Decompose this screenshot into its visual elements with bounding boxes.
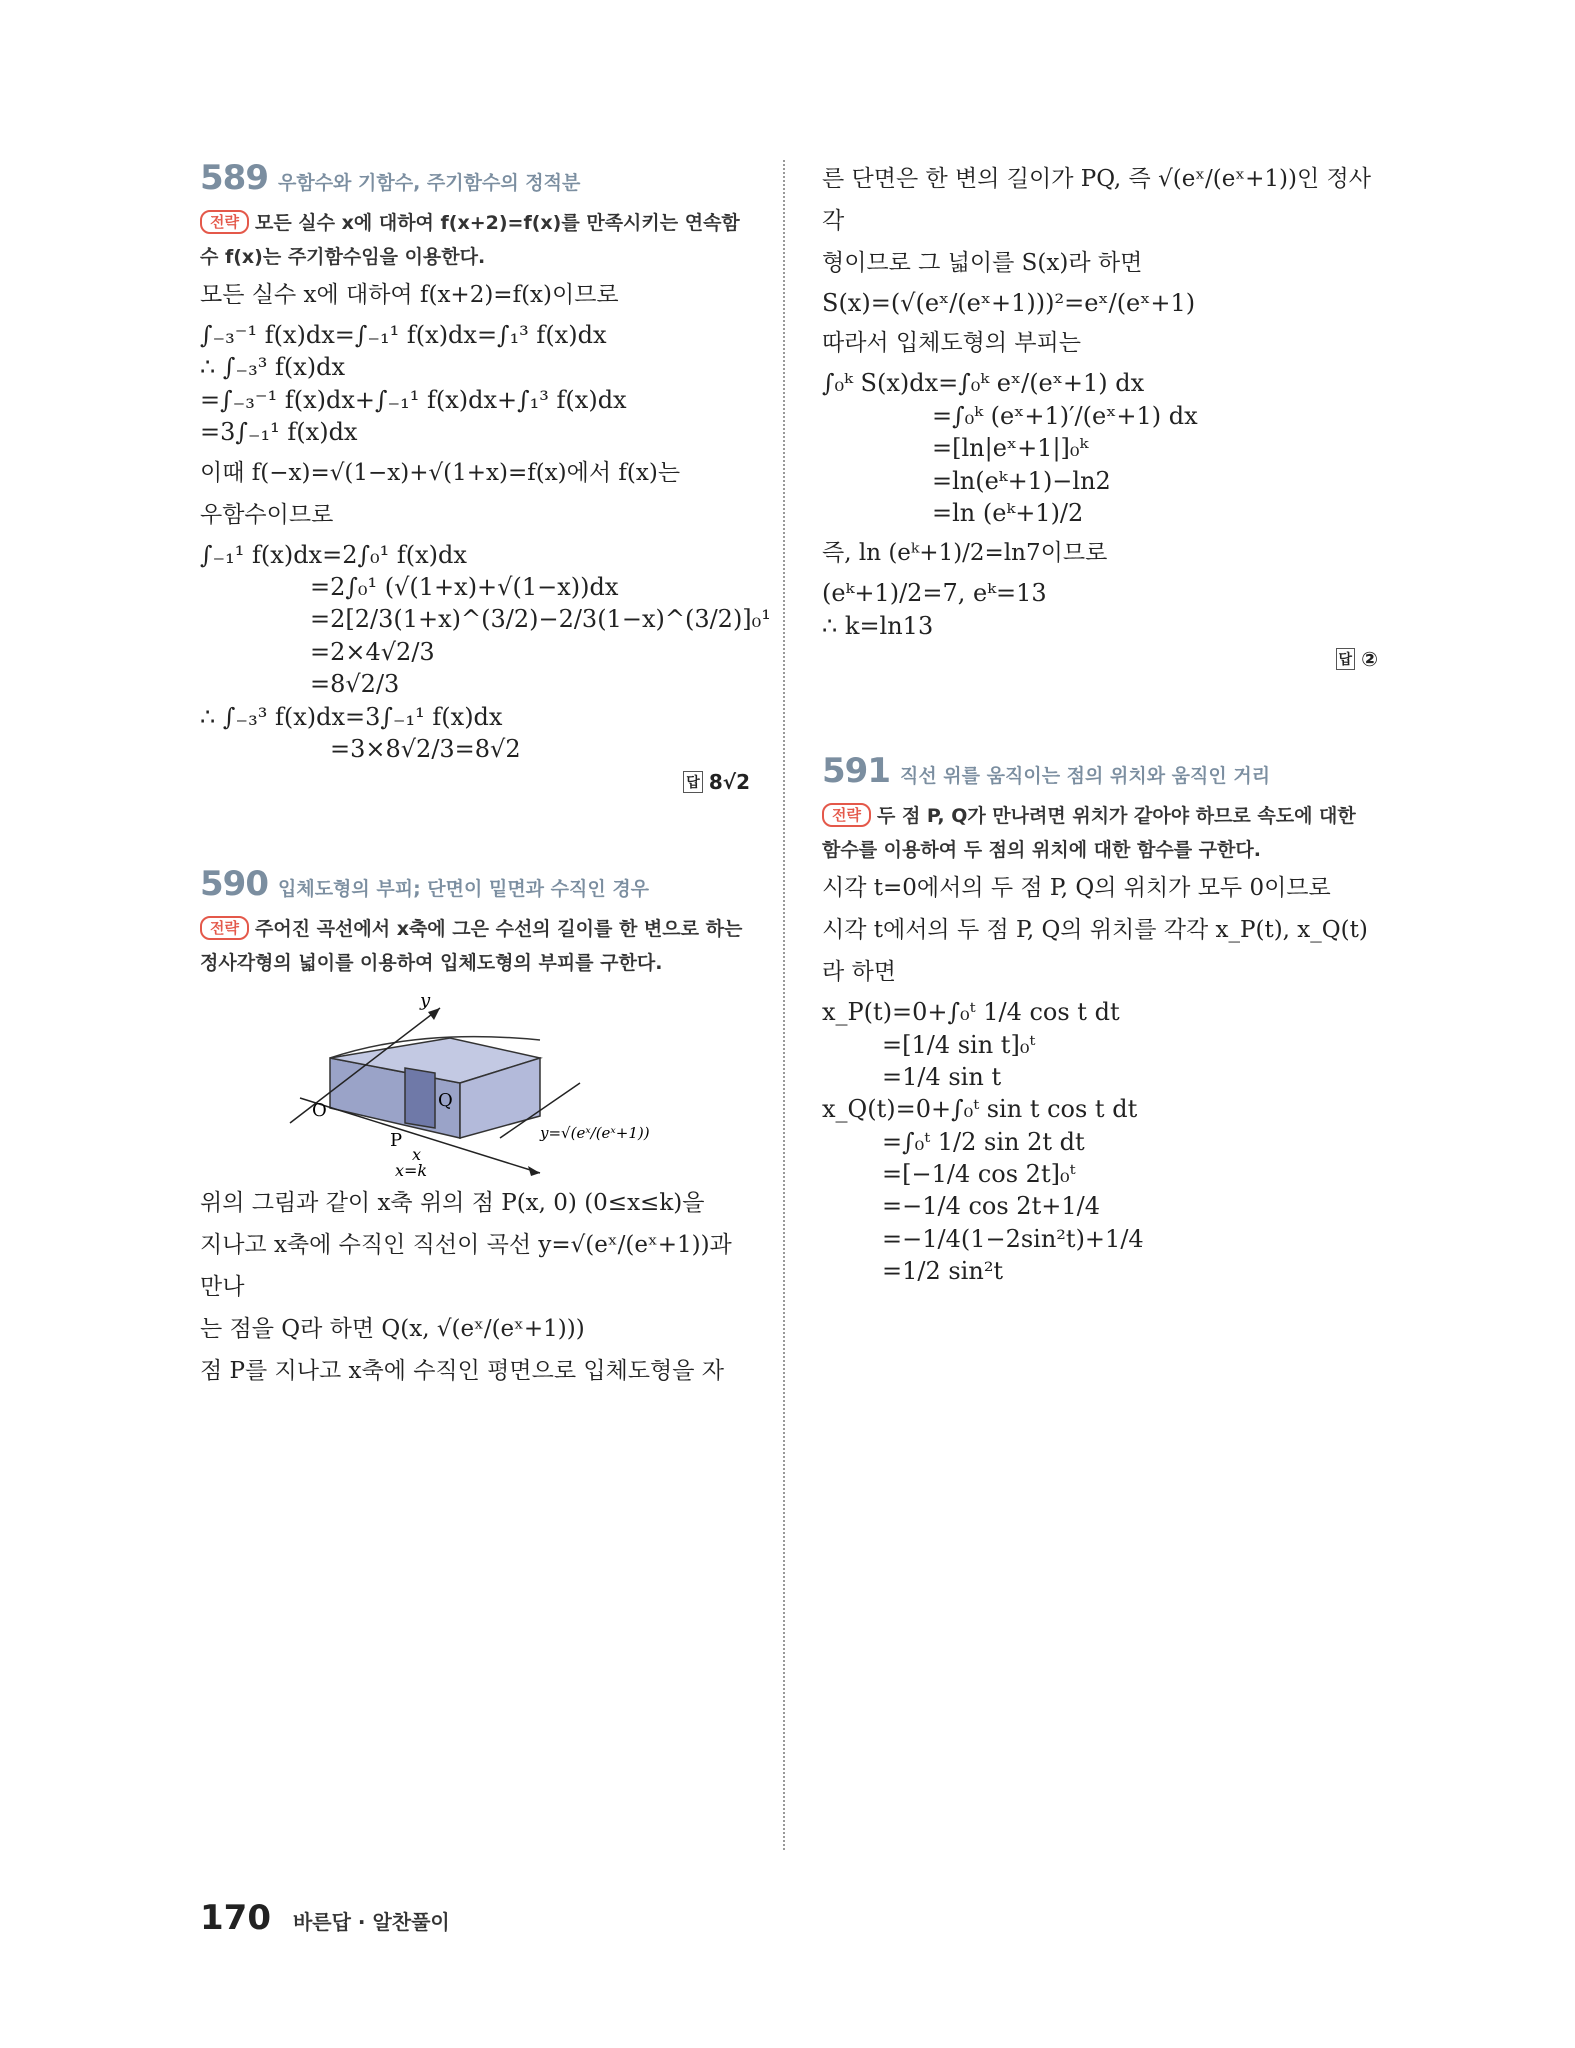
footer-label: 바른답 · 알찬풀이	[292, 1910, 450, 1934]
answer-tag: 답	[683, 771, 703, 793]
strategy-590	[200, 912, 750, 980]
math-line: ∫₋₃⁻¹ f(x)dx=∫₋₁¹ f(x)dx=∫₁³ f(x)dx	[200, 321, 607, 349]
line: 라 하면	[822, 959, 896, 986]
line: 위의 그림과 같이 x축 위의 점 P(x, 0) (0≤x≤k)을	[200, 1190, 705, 1217]
column-divider	[783, 160, 785, 1850]
math-line: =3×8√2/3=8√2	[330, 734, 521, 763]
math-line: ∴ ∫₋₃³ f(x)dx	[200, 353, 345, 382]
label-x-equals-k: x=k	[395, 1161, 428, 1179]
math-line: =∫₀ᵗ 1/2 sin 2t dt	[882, 1127, 1085, 1156]
math-line: =1/2 sin²t	[882, 1257, 1004, 1286]
line: 점 P를 지나고 x축에 수직인 평면으로 입체도형을 자	[200, 1358, 724, 1385]
line: 는 점을 Q라 하면 Q(x, √(eˣ/(eˣ+1)))	[200, 1316, 585, 1343]
strategy-tag: 전략	[200, 916, 249, 940]
math-line: x_Q(t)=0+∫₀ᵗ sin t cos t dt	[822, 1095, 1138, 1124]
math-line: =3∫₋₁¹ f(x)dx	[200, 418, 358, 447]
x-axis-arrow	[528, 1166, 540, 1176]
math-line: =ln (eᵏ+1)/2	[932, 498, 1084, 527]
strategy-589	[200, 206, 750, 274]
line: 이때 f(−x)=√(1−x)+√(1+x)=f(x)에서 f(x)는	[200, 459, 681, 486]
math-line: =ln(eᵏ+1)−ln2	[932, 466, 1111, 495]
math-line: =∫₀ᵏ (eˣ+1)′/(eˣ+1) dx	[932, 401, 1198, 430]
math-line: =[ln|eˣ+1|]₀ᵏ	[932, 434, 1089, 463]
label-p: P	[390, 1130, 403, 1152]
problem-number: 589	[200, 158, 268, 198]
answer-tag: 답	[1336, 648, 1356, 670]
answer-value: ②	[1361, 647, 1378, 672]
line: 지나고 x축에 수직인 직선이 곡선 y=√(eˣ/(eˣ+1))과 만나	[200, 1232, 732, 1301]
problem-number: 591	[822, 751, 890, 792]
math-line: ∴ k=ln13	[822, 611, 934, 640]
page-footer	[200, 1898, 450, 1938]
line: 즉, ln (eᵏ+1)/2=ln7이므로	[822, 540, 1108, 567]
right-column	[822, 158, 1378, 1291]
math-line: =−1/4(1−2sin²t)+1/4	[882, 1224, 1144, 1253]
math-line: =1/4 sin t	[882, 1062, 1002, 1091]
strategy-tag: 전략	[822, 803, 871, 827]
strategy-text: 모든 실수 x에 대하여 f(x+2)=f(x)를 만족시키는 연속함수 f(x)는 주기함수임을 이용한다.	[200, 212, 740, 268]
answer-590	[822, 647, 1378, 671]
left-column	[200, 158, 771, 1392]
line: 따라서 입체도형의 부피는	[822, 330, 1082, 357]
math-line: (eᵏ+1)/2=7, eᵏ=13	[822, 579, 1047, 608]
problem-title: 우함수와 기함수, 주기함수의 정적분	[277, 172, 581, 194]
curve-label: y=√(eˣ/(eˣ+1))	[540, 1124, 650, 1143]
math-line: =2∫₀¹ (√(1+x)+√(1−x))dx	[310, 572, 619, 601]
answer-value: 8√2	[708, 770, 750, 795]
problem-title: 직선 위를 움직이는 점의 위치와 움직인 거리	[899, 765, 1271, 788]
math-line: =2[2/3(1+x)^(3/2)−2/3(1−x)^(3/2)]₀¹	[310, 605, 771, 634]
answer-589	[200, 770, 750, 794]
math-line: =8√2/3	[310, 670, 400, 699]
math-line: =2×4√2/3	[310, 637, 435, 666]
strategy-text: 주어진 곡선에서 x축에 그은 수선의 길이를 한 변으로 하는 정사각형의 넓이를 이용하여 입체도형의 부피를 구한다.	[200, 918, 743, 975]
strategy-591	[822, 799, 1378, 867]
math-line: =[1/4 sin t]₀ᵗ	[882, 1030, 1036, 1059]
line: 른 단면은 한 변의 길이가 PQ, 즉 √(eˣ/(eˣ+1))인 정사각	[822, 166, 1371, 234]
line: 시각 t=0에서의 두 점 P, Q의 위치가 모두 0이므로	[822, 875, 1331, 902]
page-number: 170	[200, 1898, 271, 1938]
strategy-text: 두 점 P, Q가 만나려면 위치가 같아야 하므로 속도에 대한 함수를 이용하여 두 점의 위치에 대한 함수를 구한다.	[822, 805, 1356, 862]
math-line: S(x)=(√(eˣ/(eˣ+1)))²=eˣ/(eˣ+1)	[822, 289, 1196, 317]
solid-figure	[200, 988, 750, 1178]
problem-number: 590	[200, 864, 268, 905]
math-line: ∫₋₁¹ f(x)dx=2∫₀¹ f(x)dx	[200, 540, 467, 569]
line: 형이므로 그 넓이를 S(x)라 하면	[822, 250, 1143, 276]
problem-589-header	[200, 158, 750, 198]
math-line: x_P(t)=0+∫₀ᵗ 1/4 cos t dt	[822, 998, 1120, 1027]
label-q: Q	[438, 1090, 453, 1112]
math-line: ∴ ∫₋₃³ f(x)dx=3∫₋₁¹ f(x)dx	[200, 702, 503, 731]
math-line: =[−1/4 cos 2t]₀ᵗ	[882, 1160, 1076, 1189]
line: 우함수이므로	[200, 501, 334, 528]
math-line: =∫₋₃⁻¹ f(x)dx+∫₋₁¹ f(x)dx+∫₁³ f(x)dx	[200, 385, 627, 414]
label-origin: O	[312, 1100, 327, 1122]
label-x-small: x	[412, 1145, 422, 1165]
problem-590-header	[200, 864, 750, 904]
line: 모든 실수 x에 대하여 f(x+2)=f(x)이므로	[200, 282, 619, 308]
problem-591-header	[822, 751, 1378, 791]
problem-title: 입체도형의 부피; 단면이 밑면과 수직인 경우	[277, 878, 650, 901]
line: 시각 t에서의 두 점 P, Q의 위치를 각각 x_P(t), x_Q(t)	[822, 917, 1368, 944]
math-line: ∫₀ᵏ S(x)dx=∫₀ᵏ eˣ/(eˣ+1) dx	[822, 369, 1145, 398]
cross-section-square	[405, 1068, 435, 1128]
label-y: y	[420, 990, 431, 1012]
strategy-tag: 전략	[200, 210, 249, 234]
math-line: =−1/4 cos 2t+1/4	[882, 1192, 1100, 1221]
